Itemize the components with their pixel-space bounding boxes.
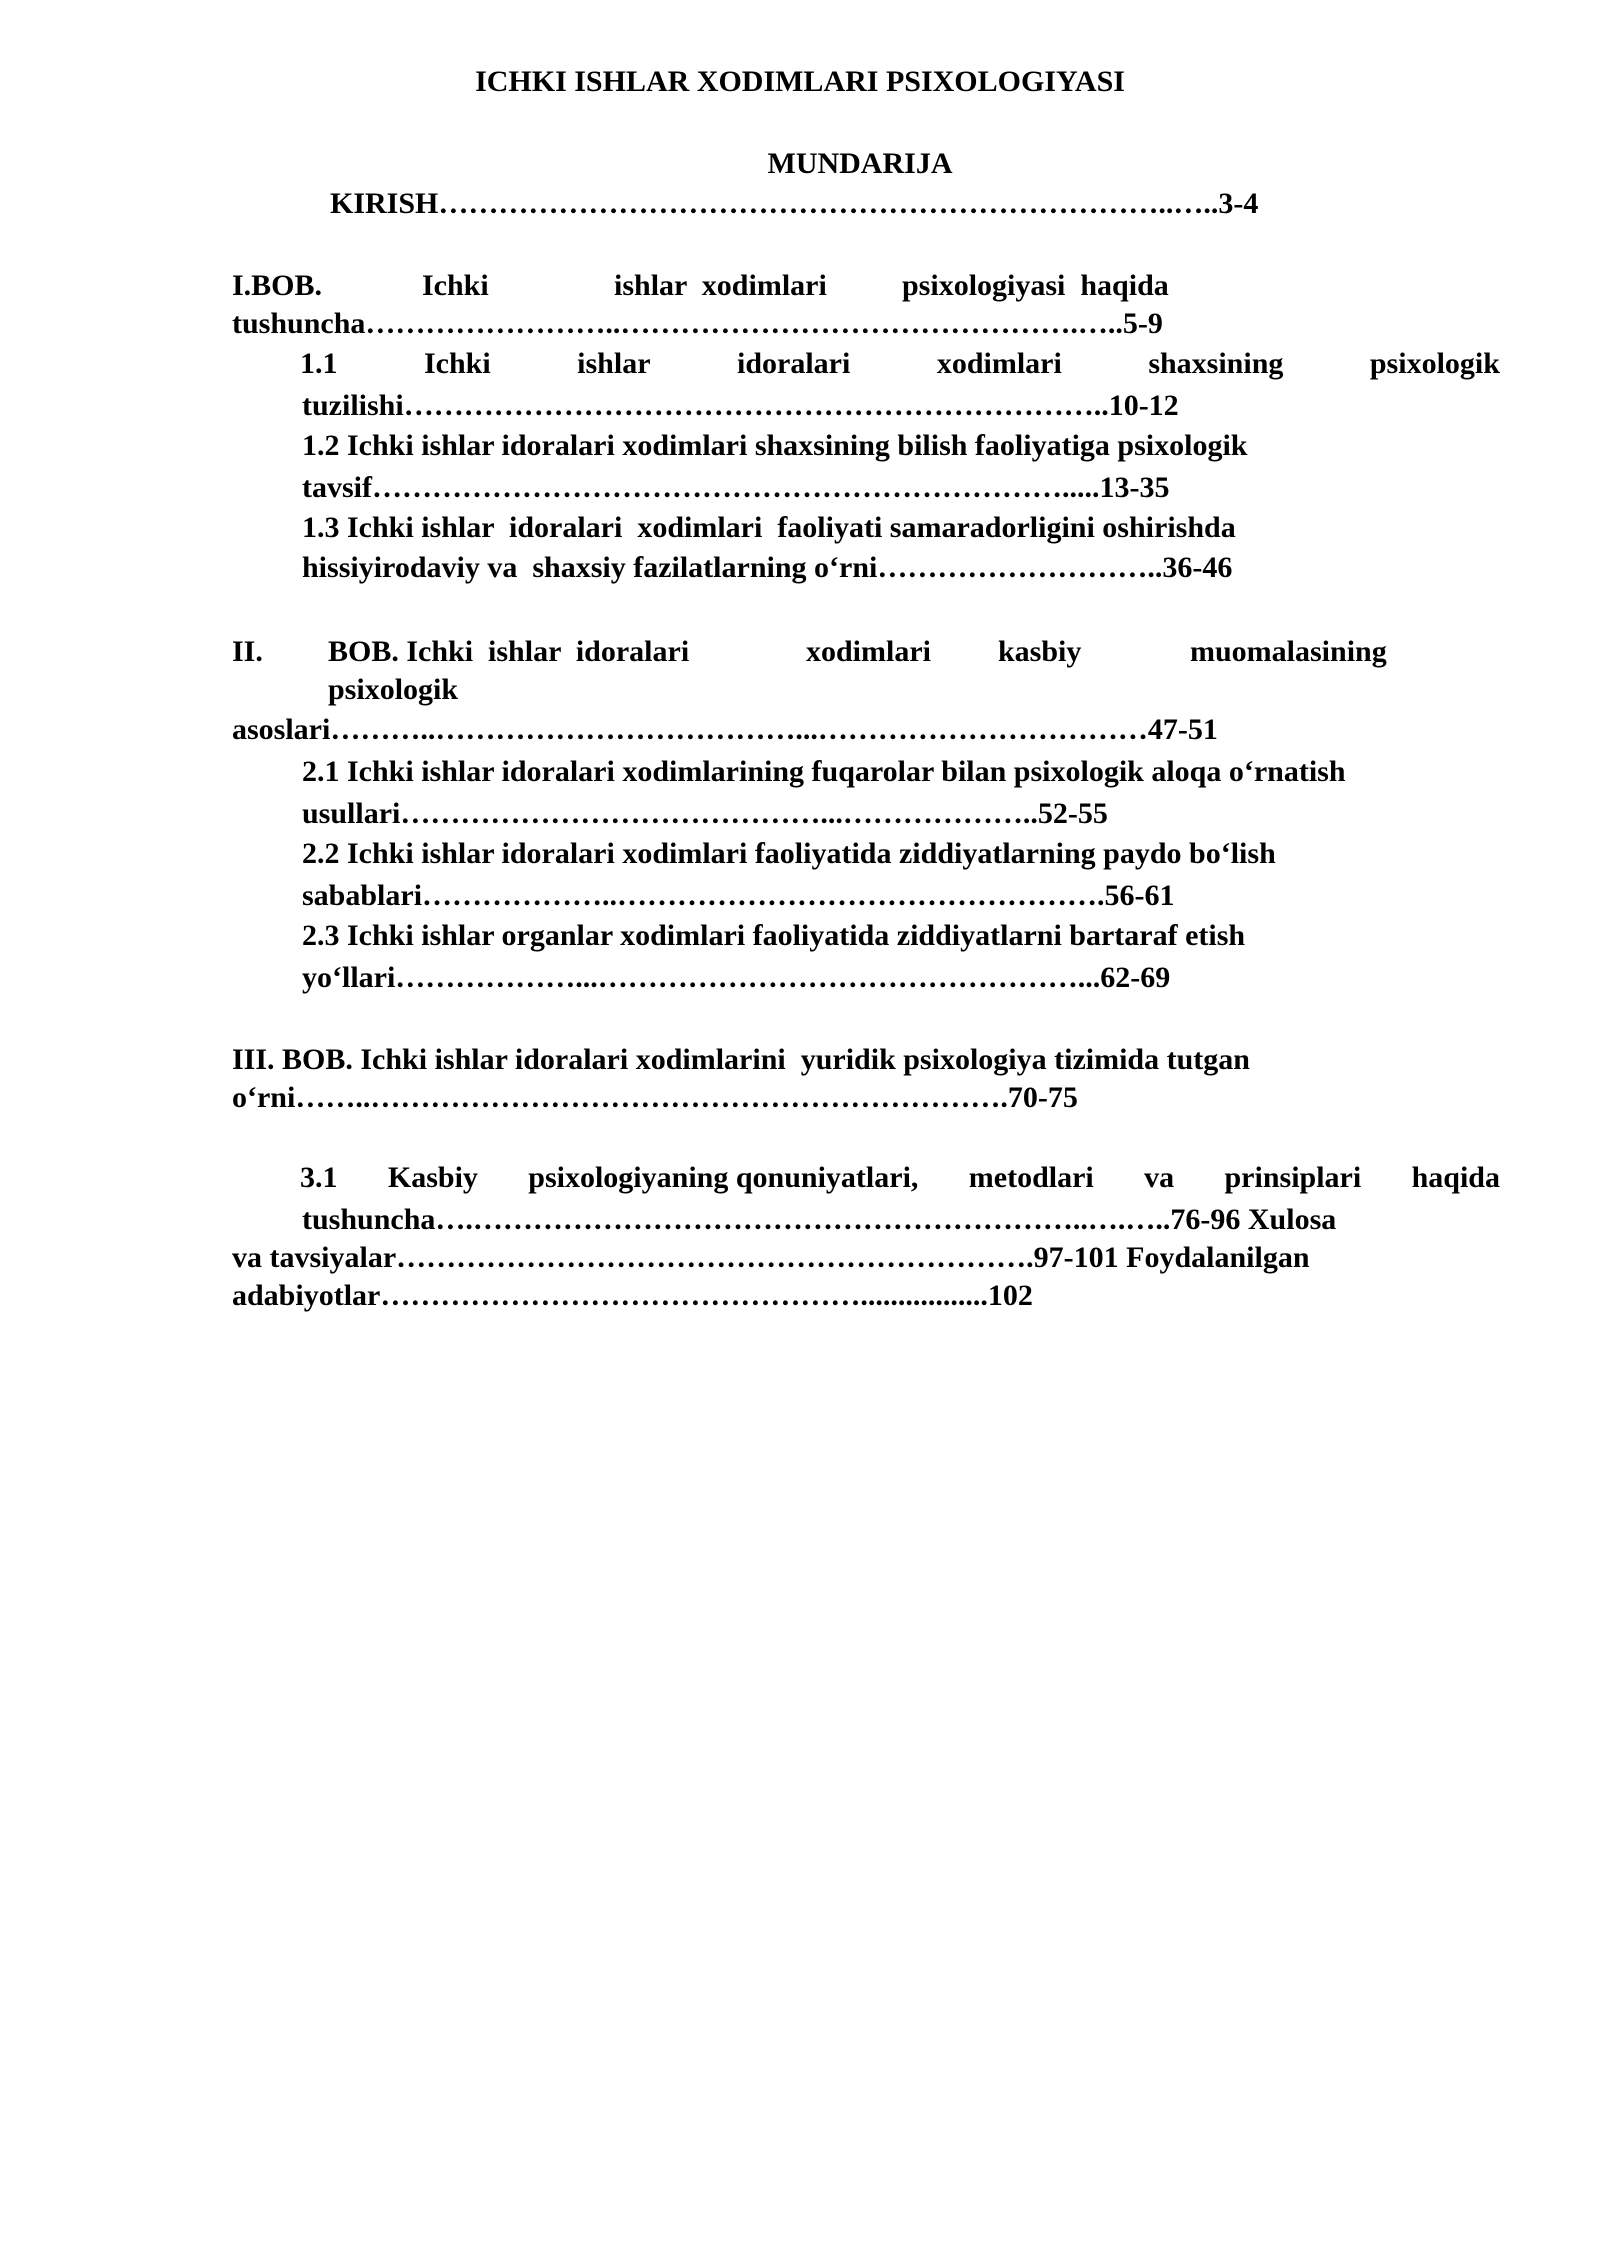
toc-section-2-1-line-1: 2.1 Ichki ishlar idoralari xodimlarining fuqarolar bilan psixologik aloqa o‘rnatish — [302, 755, 1346, 788]
toc-entry-conclusion: va tavsiyalar……………………………………………………….97-101 Foydalanilgan — [232, 1241, 1310, 1274]
toc-ch3-line-2: o‘rni……..……………………………………………………….70-75 — [232, 1081, 1078, 1114]
toc-ch1-word-2: Ichki — [422, 269, 489, 302]
toc-section-1-1-line-1: 1.1 Ichki ishlar idoralari xodimlari shaxsining psixologik — [300, 347, 1500, 380]
toc-entry-references: adabiyotlar………………………………………….................102 — [232, 1279, 1033, 1312]
toc-ch2-word-2: BOB. Ichki ishlar idoralari — [328, 635, 690, 668]
toc-heading: MUNDARIJA — [767, 147, 953, 180]
document-title: ICHKI ISHLAR XODIMLARI PSIXOLOGIYASI — [475, 65, 1125, 98]
toc-section-1-2-line-1: 1.2 Ichki ishlar idoralari xodimlari shaxsining bilish faoliyatiga psixologik — [302, 429, 1248, 462]
toc-section-1-2-line-2: tavsif…………………………………………………………….....13-35 — [302, 471, 1170, 504]
toc-ch1-word-4: psixologiyasi haqida — [902, 269, 1169, 302]
toc-ch1-line-2: tushuncha……………………..……………………………………….…..5-9 — [232, 307, 1163, 340]
toc-section-1-3-line-1: 1.3 Ichki ishlar idoralari xodimlari faoliyati samaradorligini oshirishda — [302, 511, 1236, 544]
toc-section-2-3-line-2: yo‘llari………………...…………………………………………...62-69 — [302, 961, 1171, 994]
toc-ch2-line-2: psixologik — [328, 673, 459, 706]
toc-section-2-2-line-1: 2.2 Ichki ishlar idoralari xodimlari faoliyatida ziddiyatlarning paydo bo‘lish — [302, 837, 1276, 870]
toc-ch3-line-1: III. BOB. Ichki ishlar idoralari xodimlarini yuridik psixologiya tizimida tutgan — [232, 1043, 1250, 1076]
toc-ch2-word-1: II. — [232, 635, 263, 668]
toc-section-2-2-line-2: sabablari………………..………………………………………….56-61 — [302, 879, 1175, 912]
toc-ch1-word-1: I.BOB. — [232, 269, 323, 302]
toc-ch1-word-3: ishlar xodimlari — [614, 269, 827, 302]
toc-ch2-word-4: kasbiy — [998, 635, 1082, 668]
toc-ch2-word-5: muomalasining — [1190, 635, 1387, 668]
toc-section-1-1-line-2: tuzilishi……………………………………………………………..10-12 — [302, 389, 1179, 422]
toc-ch2-line-3: asoslari………..………………………………...……………………………47-51 — [232, 713, 1218, 746]
toc-section-1-3-line-2: hissiyirodaviy va shaxsiy fazilatlarning o‘rni………………………..36-46 — [302, 551, 1233, 584]
toc-entry-intro: KIRISH………………………………………………………………..…..3-4 — [330, 187, 1259, 220]
toc-section-3-1-line-2: tushuncha….……………………………………………………..….…..76-96 Xulosa — [302, 1203, 1337, 1236]
toc-section-2-1-line-2: usullari……………………………………...………………..52-55 — [302, 797, 1108, 830]
toc-section-3-1-line-1: 3.1 Kasbiy psixologiyaning qonuniyatlari, metodlari va prinsiplari haqida — [300, 1161, 1500, 1194]
toc-ch2-word-3: xodimlari — [806, 635, 931, 668]
toc-section-2-3-line-1: 2.3 Ichki ishlar organlar xodimlari faoliyatida ziddiyatlarni bartaraf etish — [302, 919, 1246, 952]
